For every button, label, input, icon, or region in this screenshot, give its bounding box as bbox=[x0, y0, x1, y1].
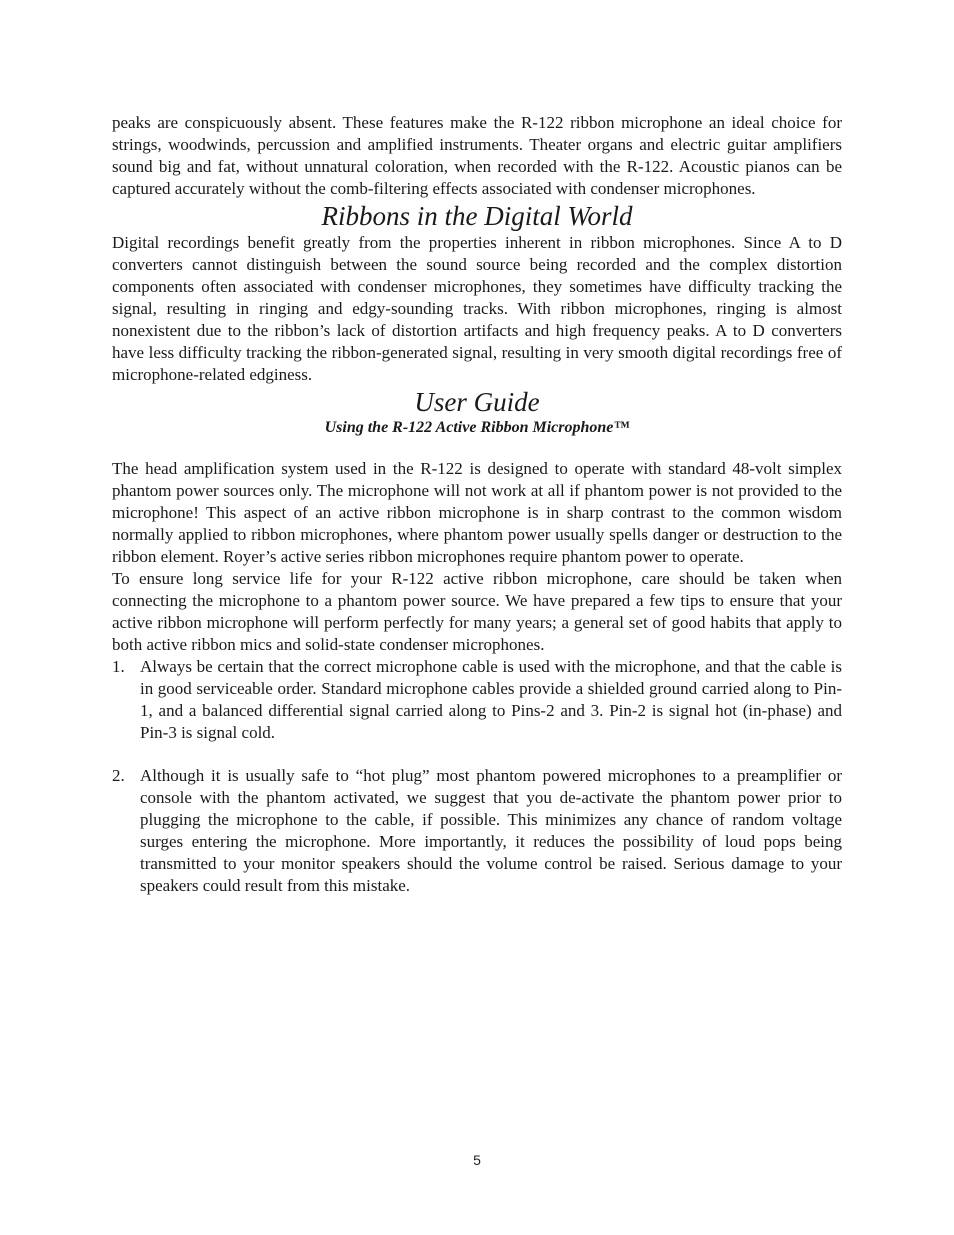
list-item-number: 2. bbox=[112, 766, 125, 785]
user-guide-section bbox=[112, 386, 842, 897]
ribbons-section-paragraph: Digital recordings benefit greatly from the properties inherent in ribbon microphones. Since A to D converters cannot distinguish between the sound source being recorded and the complex distortion components often associated with condenser microphones, they sometimes have difficulty tracking the signal, resulting in ringing and edgy-sounding tracks. With ribbon microphones, ringing is almost nonexistent due to the ribbon’s lack of distortion artifacts and high frequency peaks. A to D converters have less difficulty tracking the ribbon-generated signal, resulting in very smooth digital recordings free of microphone-related edginess. bbox=[112, 233, 842, 384]
list-item-number: 1. bbox=[112, 657, 125, 676]
page-number: 5 bbox=[473, 1152, 481, 1168]
intro-paragraph: peaks are conspicuously absent. These features make the R-122 ribbon microphone an ideal choice for strings, woodwinds, percussion and amplified instruments. Theater organs and electric guitar amplifiers sound big and fat, without unnatural coloration, when recorded with the R-122. Acoustic pianos can be captured accurately without the comb-filtering effects associated with condenser microphones. bbox=[112, 113, 842, 198]
user-guide-subheading: Using the R-122 Active Ribbon Microphone™ bbox=[324, 419, 630, 436]
phantom-power-paragraph: The head amplification system used in the R-122 is designed to operate with standard 48-volt simplex phantom power sources only. The microphone will not work at all if phantom power is not provided to the microphone! This aspect of an active ribbon microphone is in sharp contrast to the common wisdom normally applied to ribbon microphones, where phantom power usually spells danger or destruction to the ribbon element. Royer’s active series ribbon microphones require phantom power to operate. bbox=[112, 459, 842, 566]
user-guide-heading: User Guide bbox=[414, 387, 540, 417]
list-item-text: Always be certain that the correct microphone cable is used with the microphone, and that the cable is in good serviceable order. Standard microphone cables provide a shielded ground carried along to Pin-1, and a balanced differential signal carried along to Pins-2 and 3. Pin-2 is signal hot (in-phase) and Pin-3 is signal cold. bbox=[140, 657, 842, 742]
tips-list bbox=[112, 656, 842, 897]
list-item-text: Although it is usually safe to “hot plug” most phantom powered microphones to a preamplifier or console with the phantom activated, we suggest that you de-activate the phantom power prior to plugging the microphone to the cable, if possible. This minimizes any chance of random voltage surges entering the microphone. More importantly, it reduces the possibility of loud pops being transmitted to your monitor speakers should the volume control be raised. Serious damage to your speakers could result from this mistake. bbox=[140, 766, 842, 895]
ribbons-digital-section bbox=[112, 200, 842, 386]
page-content bbox=[112, 112, 842, 918]
list-item bbox=[112, 656, 842, 744]
list-item bbox=[112, 765, 842, 897]
service-life-paragraph: To ensure long service life for your R-122 active ribbon microphone, care should be taken when connecting the microphone to a phantom power source. We have prepared a few tips to ensure that your active ribbon microphone will perform perfectly for many years; a general set of good habits that apply to both active ribbon mics and solid-state condenser microphones. bbox=[112, 569, 842, 654]
ribbons-section-heading: Ribbons in the Digital World bbox=[321, 201, 633, 231]
